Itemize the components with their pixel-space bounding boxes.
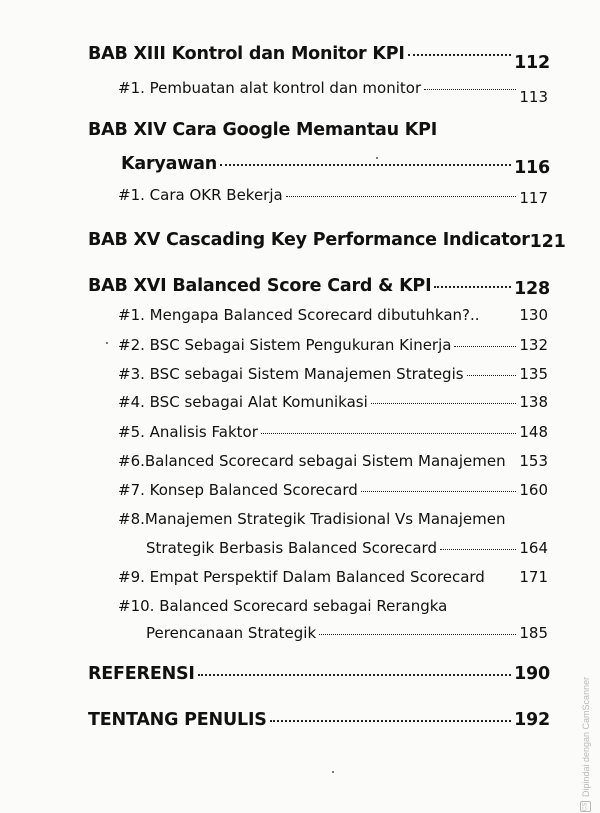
toc-entry-bab-16-8-line1: #8.Manajemen Strategik Tradisional Vs Manajemen	[118, 510, 506, 528]
toc-entry-tentang-penulis	[88, 710, 550, 730]
dot-leader	[371, 403, 517, 404]
toc-entry-referensi	[88, 664, 550, 684]
toc-entry-title: #9. Empat Perspektif Dalam Balanced Scorecard	[118, 568, 485, 586]
toc-entry-title: #4. BSC sebagai Alat Komunikasi	[118, 393, 368, 411]
toc-entry-bab-16-2	[118, 336, 548, 354]
toc-entry-page: 190	[514, 664, 550, 684]
toc-entry-bab-14-1	[118, 186, 548, 207]
toc-entry-page: 153	[519, 452, 548, 470]
dot-leader	[467, 375, 517, 376]
toc-entry-bab-16-8	[146, 539, 548, 557]
toc-entry-page: 121	[529, 232, 566, 252]
toc-entry-bab-14-line1: BAB XIV Cara Google Memantau KPI	[88, 120, 438, 140]
camscanner-logo-icon: CS	[581, 801, 592, 812]
toc-entry-page: 112	[514, 53, 550, 73]
toc-entry-title: #5. Analisis Faktor	[118, 423, 258, 441]
toc-entry-page: 185	[519, 624, 548, 642]
toc-entry-page: 128	[514, 279, 550, 299]
toc-entry-title: #3. BSC sebagai Sistem Manajemen Strategis	[118, 365, 464, 383]
toc-entry-title: #2. BSC Sebagai Sistem Pengukuran Kinerja	[118, 336, 452, 354]
toc-entry-bab-14	[121, 154, 550, 178]
toc-entry-bab-16-10	[146, 624, 548, 642]
toc-entry-page: 135	[519, 365, 548, 383]
toc-entry-title: Karyawan	[121, 154, 218, 174]
toc-entry-bab-16-9	[118, 568, 548, 586]
toc-entry-title: BAB XVI Balanced Score Card & KPI	[88, 276, 432, 296]
dot-leader	[361, 491, 517, 492]
toc-entry-bab-15	[88, 230, 566, 252]
toc-entry-title: Perencanaan Strategik	[146, 624, 317, 642]
scanner-watermark	[576, 612, 596, 812]
toc-entry-page: 160	[519, 481, 548, 499]
toc-entry-title: Strategik Berbasis Balanced Scorecard	[146, 539, 437, 557]
toc-entry-bab-16-1	[118, 306, 548, 324]
toc-entry-title: BAB XIII Kontrol dan Monitor KPI	[88, 44, 405, 64]
toc-entry-bab-16-3	[118, 365, 548, 383]
scan-speck	[106, 342, 108, 344]
toc-entry-bab-13-1	[118, 79, 548, 106]
toc-entry-title: TENTANG PENULIS	[88, 710, 267, 730]
dot-leader	[220, 164, 511, 166]
dot-leader	[270, 720, 511, 722]
toc-entry-bab-16-7	[118, 481, 548, 499]
toc-entry-page: 164	[519, 539, 548, 557]
toc-entry-bab-16-5	[118, 423, 548, 441]
toc-entry-page: 132	[519, 336, 548, 354]
toc-entry-page: 192	[514, 710, 550, 730]
toc-entry-page: 148	[519, 423, 548, 441]
toc-entry-page: 113	[519, 88, 548, 106]
toc-entry-bab-16-4	[118, 393, 548, 411]
toc-entry-title: REFERENSI	[88, 664, 195, 684]
dot-leader	[319, 634, 516, 635]
toc-entry-page: 116	[514, 158, 550, 178]
toc-entry-bab-13	[88, 44, 550, 73]
dot-leader	[454, 346, 516, 347]
toc-entry-title: BAB XV Cascading Key Performance Indicator	[88, 230, 530, 250]
toc-entry-bab-16	[88, 276, 550, 299]
scan-speck	[332, 771, 334, 773]
toc-entry-bab-16-6	[118, 452, 548, 470]
toc-entry-page: 138	[519, 393, 548, 411]
toc-entry-bab-16-10-line1: #10. Balanced Scorecard sebagai Rerangka	[118, 597, 448, 615]
toc-entry-title: #1. Cara OKR Bekerja	[118, 186, 283, 204]
toc-entry-title: #6.Balanced Scorecard sebagai Sistem Manajemen	[118, 452, 506, 470]
dot-leader	[198, 674, 511, 676]
dot-leader	[286, 196, 517, 197]
toc-entry-title: #7. Konsep Balanced Scorecard	[118, 481, 358, 499]
toc-entry-page: 130	[519, 306, 548, 324]
dot-leader	[261, 433, 516, 434]
dot-leader	[440, 549, 516, 550]
dot-leader	[434, 286, 511, 288]
toc-entry-title: #1. Mengapa Balanced Scorecard dibutuhkan?..	[118, 306, 480, 324]
toc-entry-title: #1. Pembuatan alat kontrol dan monitor	[118, 79, 422, 97]
toc-entry-page: 171	[519, 568, 548, 586]
toc-entry-page: 117	[519, 189, 548, 207]
scan-speck	[376, 157, 378, 159]
dot-leader	[424, 89, 516, 90]
scanner-watermark-text: Dipindai dengan CamScanner	[581, 676, 591, 797]
dot-leader	[408, 54, 511, 56]
